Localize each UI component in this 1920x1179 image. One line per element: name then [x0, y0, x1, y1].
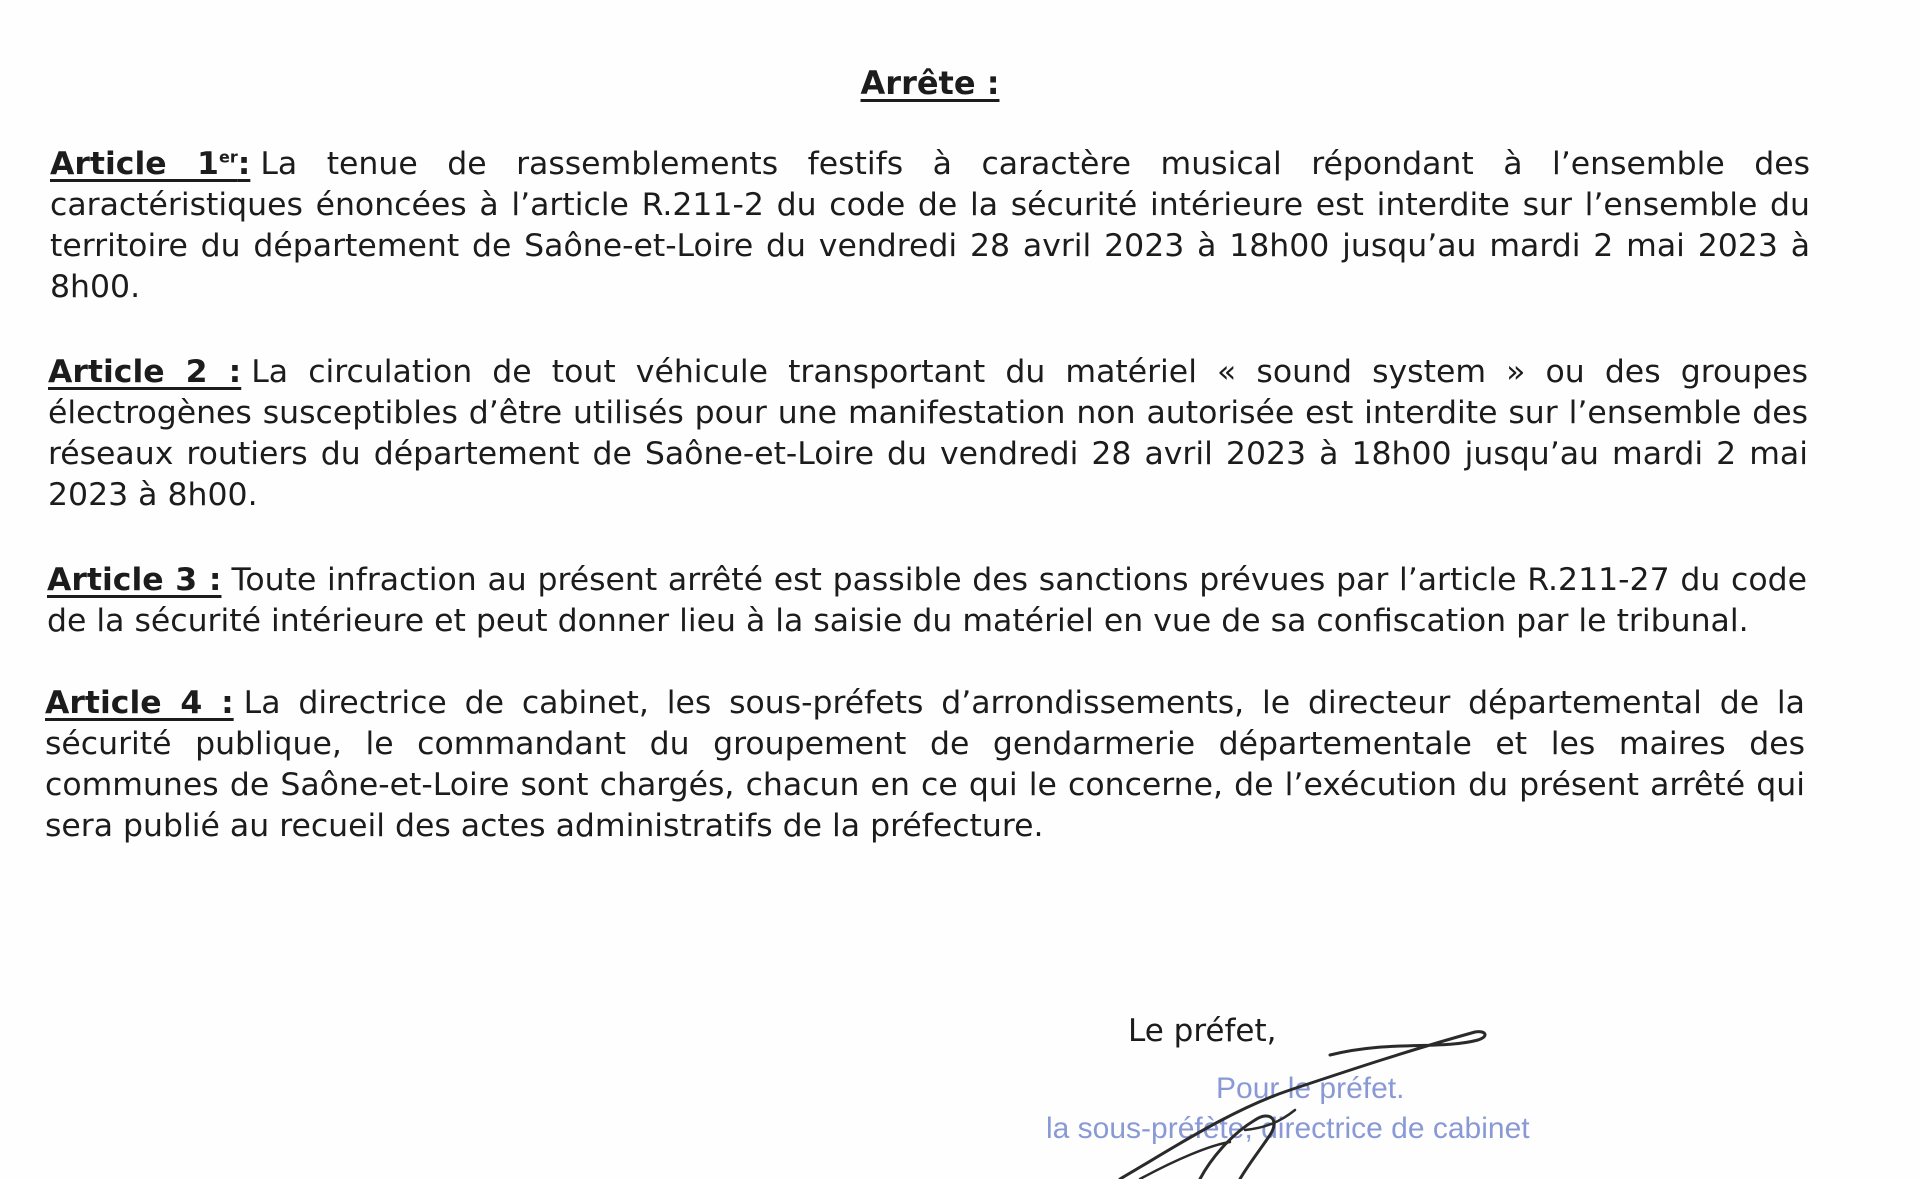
article-3-text: Toute infraction au présent arrêté est passible des sanctions prévues par l’article R.211-27 du code de la sécurité intérieure et peut donner lieu à la saisie du matériel en vue de sa confiscation par le tribunal.: [47, 562, 1807, 639]
article-4: [45, 683, 1805, 847]
article-1-label: Article 1er:: [50, 146, 251, 182]
article-3: [47, 560, 1807, 642]
article-1-label-sup: er: [218, 147, 238, 167]
article-2-text: La circulation de tout véhicule transportant du matériel « sound system » ou des groupes électrogènes susceptibles d’être utilisés pour une manifestation non autorisée est interdite sur l’ensemble des réseaux routiers du département de Saône-et-Loire du vendredi 28 avril 2023 à 18h00 jusqu’au mardi 2 mai 2023 à 8h00.: [48, 354, 1808, 513]
article-1: [50, 144, 1810, 308]
signature-title: Le préfet,: [1128, 1013, 1277, 1049]
article-3-label: Article 3 :: [47, 562, 222, 598]
handwritten-signature-icon: [1080, 1010, 1500, 1179]
stamp-line-1: Pour le préfet.: [1216, 1072, 1405, 1105]
article-4-text: La directrice de cabinet, les sous-préfets d’arrondissements, le directeur départemental de la sécurité publique, le commandant du groupement de gendarmerie départementale et les maires des communes de Saône-et-Loire sont chargés, chacun en ce qui le concerne, de l’exécution du présent arrêté qui sera publié au recueil des actes administratifs de la préfecture.: [45, 685, 1805, 844]
article-1-text: La tenue de rassemblements festifs à caractère musical répondant à l’ensemble des caractéristiques énoncées à l’article R.211-2 du code de la sécurité intérieure est interdite sur l’ensemble du territoire du département de Saône-et-Loire du vendredi 28 avril 2023 à 18h00 jusqu’au mardi 2 mai 2023 à 8h00.: [50, 146, 1810, 305]
article-4-label: Article 4 :: [45, 685, 234, 721]
article-2: [48, 352, 1808, 516]
stamp-line-2: la sous-préfète, directrice de cabinet: [1046, 1112, 1530, 1145]
article-2-label: Article 2 :: [48, 354, 242, 390]
document-heading: Arrête :: [860, 64, 1000, 102]
